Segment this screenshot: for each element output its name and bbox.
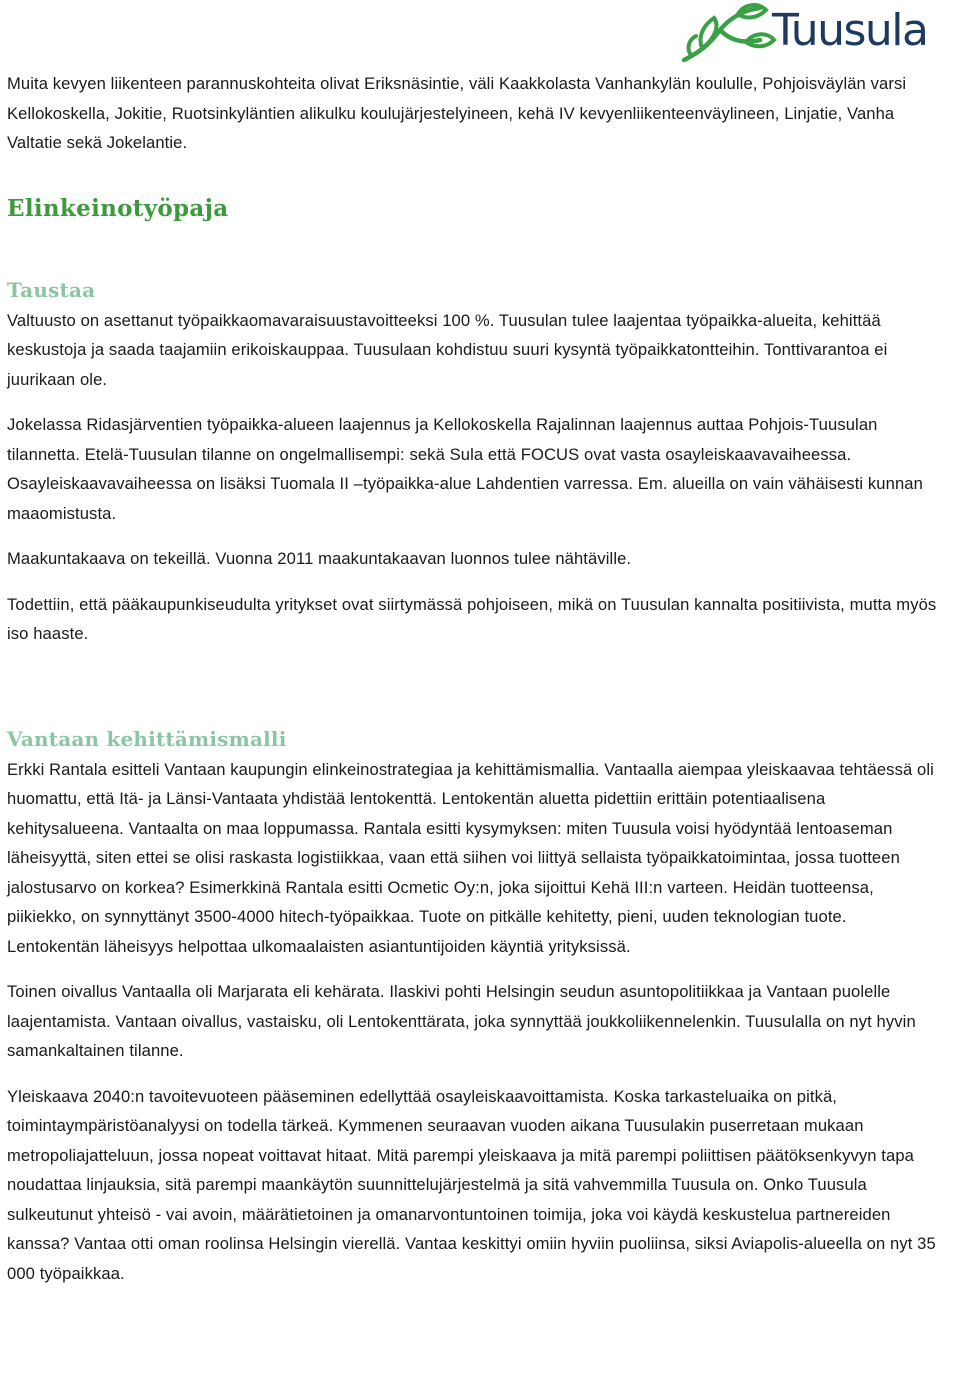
logo-wordmark: Tuusula (772, 5, 928, 56)
heading-elinkeinotyopaja: Elinkeinotyöpaja (7, 194, 229, 222)
paragraph-jokela: Jokelassa Ridasjärventien työpaikka-alueen laajennus ja Kellokoskella Rajalinnan laajennus auttaa Pohjois-Tuusulan tilannetta. Etelä-Tuusulan tilanne on ongelmallisempi: sekä Sula että FOCUS ovat vasta osayleiskaavavaiheessa. Osayleiskaavavaiheessa on lisäksi Tuomala II –työpaikka-alue Lahdentien varressa. Em. alueilla on vain vähäisesti kunnan maaomistusta. (7, 415, 923, 523)
paragraph-taustaa: Valtuusto on asettanut työpaikkaomavaraisuustavoitteeksi 100 %. Tuusulan tulee laajentaa työpaikka-alueita, kehittää keskustoja ja saada taajamiin erikoiskauppaa. Tuusulaan kohdistuu suuri kysyntä työpaikkatontteihin. Tonttivarantoa ei juurikaan ole. (7, 310, 888, 389)
paragraph-maakuntakaava: Maakuntakaava on tekeillä. Vuonna 2011 maakuntakaavan luonnos tulee nähtäville. (7, 549, 632, 568)
paragraph-rantala: Erkki Rantala esitteli Vantaan kaupungin elinkeinostrategiaa ja kehittämismallia. Vantaalla aiempaa yleiskaavaa tehtäessä oli huomattu, että Itä- ja Länsi-Vantaata yhdistää lentokenttä. Lentokentän aluetta pidettiin erittäin potentiaalisena kehitysalueena. Vantaalta on maa loppumassa. Rantala esitti kysymyksen: miten Tuusula voisi hyödyntää lentoaseman läheisyyttä, siten ettei se olisi raskasta logistiikkaa, vaan että siihen voi liittyä sellaista työpaikkatoimintaa, jossa tuotteen jalostusarvo on korkea? Esimerkkinä Rantala esitti Ocmetic Oy:n, joka sijoittui Kehä III:n varteen. Heidän tuotteensa, piikiekko, on synnyttänyt 3500-4000 hitech-työpaikkaa. Tuote on pitkälle kehitetty, pieni, uuden teknologian tuote. Lentokentän läheisyys helpottaa ulkomaalaisten asiantuntijoiden käyntiä yrityksissä. (7, 759, 934, 956)
tuusula-leaf-logo-icon (680, 0, 780, 66)
tuusula-logo (680, 0, 960, 66)
paragraph-kevyt-liikenne: Muita kevyen liikenteen parannuskohteita olivat Eriksnäsintie, väli Kaakkolasta Vanhankylän koululle, Pohjoisväylän varsi Kellokoskella, Jokitie, Ruotsinkyläntien alikulku koulujärjestelyineen, kehä IV kevyenliikenteenväylineen, Linjatie, Vanha Valtatie sekä Jokelantie. (7, 74, 907, 152)
heading-taustaa: Taustaa (7, 277, 96, 302)
paragraph-yleiskaava-2040: Yleiskaava 2040:n tavoitevuoteen pääseminen edellyttää osayleiskaavoittamista. Koska tarkasteluaika on pitkä, toimintaympäristöanalyysi on todella tärkeä. Kymmenen seuraavan vuoden aikana Tuusulakin puserretaan mukaan metropoliajatteluun, jossa nopeat voittavat hitaat. Mitä parempi yleiskaava ja mitä parempi poliittisen päätöksenkyvyn tapa noudattaa linjauksia, sitä parempi maankäytön suunnittelujärjestelmä ja sitä vahvemmilla Tuusula on. Onko Tuusula sulkeutunut yhteisö - vai avoin, määrätietoinen ja omanarvontuntoinen toimija, joka voi käydä keskustelua partnereiden kanssa? Vantaa otti oman roolinsa Helsingin vierellä. Vantaa keskittyi omiin hyviin puoliinsa, siksi Aviapolis-alueella on nyt 35 000 työpaikkaa. (7, 1086, 936, 1283)
heading-vantaan-kehittamismalli: Vantaan kehittämismalli (7, 726, 287, 751)
document-body (7, 69, 937, 1304)
paragraph-paakaupunkiseutu: Todettiin, että pääkaupunkiseudulta yritykset ovat siirtymässä pohjoiseen, mikä on Tuusulan kannalta positiivista, mutta myös iso haaste. (7, 594, 937, 643)
paragraph-marjarata: Toinen oivallus Vantaalla oli Marjarata eli kehärata. Ilaskivi pohti Helsingin seudun asuntopolitiikkaa ja Vantaan puolelle laajentamista. Vantaan oivallus, vastaisku, oli Lentokenttärata, joka synnyttää joukkoliikennelenkin. Tuusulalla on nyt hyvin samankaltainen tilanne. (7, 982, 916, 1060)
